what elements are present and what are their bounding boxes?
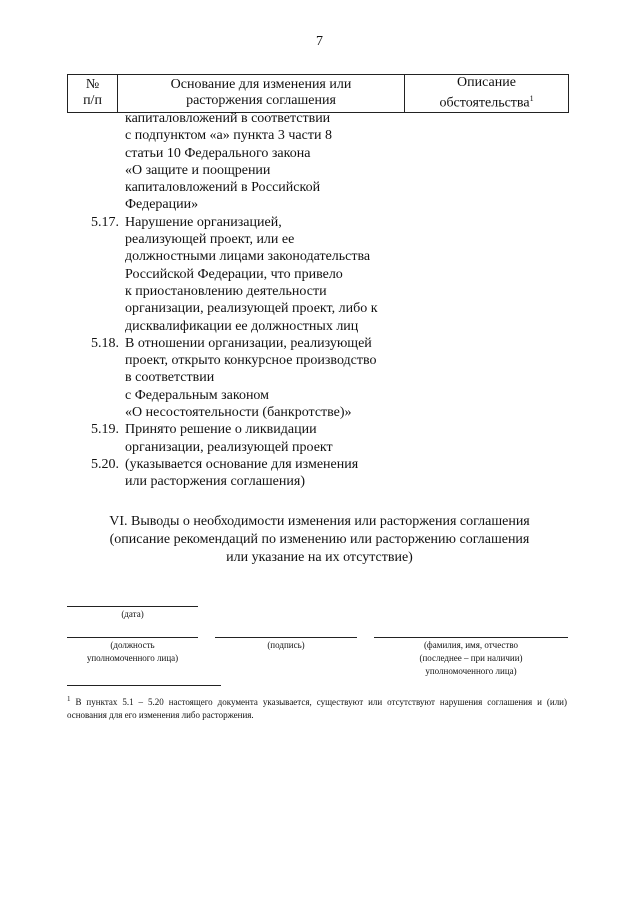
row-text-line: Российской Федерации, что привело	[125, 266, 343, 282]
row-text-line: должностными лицами законодательства	[125, 249, 371, 265]
row-basis-text	[121, 214, 407, 335]
row-basis-text	[121, 456, 407, 491]
section-title: VI. Выводы о необходимости изменения или расторжения соглашения	[109, 514, 530, 529]
table-header	[67, 74, 569, 113]
row-text-line: или расторжения соглашения)	[125, 474, 305, 490]
header-number-cell	[68, 75, 118, 113]
row-basis-text	[121, 421, 407, 456]
row-number: 5.18.	[91, 335, 119, 351]
position-label	[62, 639, 203, 665]
position-label-line-2: уполномоченного лица)	[86, 653, 179, 663]
row-text-line: В отношении организации, реализующей	[125, 335, 372, 351]
footnote-text: В пунктах 5.1 – 5.20 настоящего документа указывается, существуют или отсутствуют нарушения соглашения и (или) основания для его изменения либо расторжения.	[67, 697, 567, 720]
date-line	[67, 606, 198, 607]
row-text-line: капиталовложений в Российской	[125, 180, 321, 196]
table-row	[67, 421, 407, 456]
footnote-separator	[67, 685, 221, 686]
row-text-line: капиталовложений в соответствии	[125, 111, 331, 126]
row-text-line: с подпунктом «а» пункта 3 части 8	[125, 128, 332, 144]
row-text-line: «О несостоятельности (банкротстве)»	[125, 405, 352, 421]
header-basis-line-1: Основание для изменения или	[170, 77, 352, 93]
row-text-line: «О защите и поощрении	[125, 162, 271, 178]
signature-label: (подпись)	[267, 640, 305, 650]
row-basis-text	[121, 110, 407, 214]
table-body	[67, 110, 407, 491]
row-text-line: к приостановлению деятельности	[125, 283, 327, 299]
section-subtitle-line-1: (описание рекомендаций по изменению или расторжению соглашения	[109, 532, 530, 547]
row-basis-text	[121, 335, 407, 421]
row-text-line: Федерации»	[125, 197, 199, 213]
name-label-line-1: (фамилия, имя, отчество	[423, 640, 519, 650]
footnote-mark: 1	[67, 695, 71, 703]
row-text-line: дисквалификации ее должностных лиц	[125, 318, 359, 334]
name-label	[374, 639, 568, 678]
header-description-text: обстоятельства	[439, 95, 530, 111]
header-basis-line-2: расторжения соглашения	[186, 93, 336, 109]
position-line	[67, 637, 198, 638]
header-description-line-1: Описание	[457, 75, 516, 90]
name-label-line-2: (последнее – при наличии)	[419, 653, 523, 663]
header-description-cell	[405, 75, 569, 113]
row-text-line: Принято решение о ликвидации	[125, 422, 317, 438]
row-text-line: организации, реализующей проект, либо к	[125, 301, 378, 317]
position-label-line-1: (должность	[110, 640, 155, 650]
header-number-line-1: №	[85, 77, 100, 93]
name-label-line-3: уполномоченного лица)	[425, 666, 517, 676]
footnote	[67, 693, 567, 722]
section-subtitle-line-2: или указание на их отсутствие)	[226, 550, 413, 565]
table-row	[67, 335, 407, 421]
footnote-reference: 1	[529, 94, 534, 103]
section-heading	[40, 513, 599, 567]
row-text-line: Нарушение организацией,	[125, 214, 282, 230]
signature-line	[215, 637, 357, 638]
name-line	[374, 637, 568, 638]
row-number	[67, 110, 121, 214]
row-text-line: (указывается основание для изменения	[125, 456, 359, 472]
row-number: 5.19.	[91, 422, 119, 438]
table-row	[67, 110, 407, 214]
row-text-line: статьи 10 Федерального закона	[125, 145, 311, 161]
table-row	[67, 214, 407, 335]
header-number-line-2: п/п	[83, 93, 102, 109]
row-number: 5.20.	[91, 456, 119, 472]
date-label: (дата)	[121, 609, 144, 619]
row-number: 5.17.	[91, 214, 119, 230]
table-row	[67, 456, 407, 491]
row-text-line: организации, реализующей проект	[125, 439, 333, 455]
row-text-line: реализующей проект, или ее	[125, 232, 295, 248]
row-text-line: проект, открыто конкурсное производство	[125, 353, 377, 369]
page-number: 7	[316, 34, 323, 49]
row-text-line: в соответствии	[125, 370, 215, 386]
header-description-line-2	[405, 91, 568, 112]
row-text-line: с Федеральным законом	[125, 387, 270, 403]
header-basis-cell	[118, 75, 405, 113]
